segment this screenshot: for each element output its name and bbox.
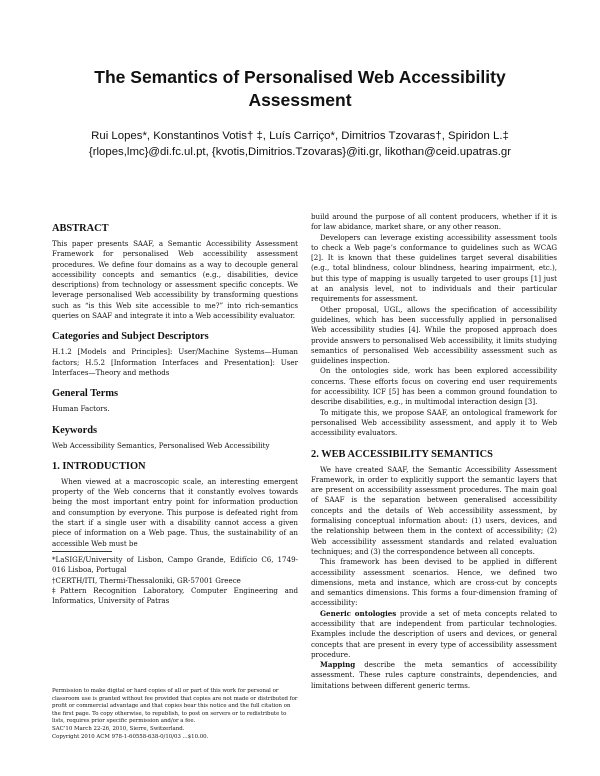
- introduction-heading: 1. INTRODUCTION: [52, 460, 146, 472]
- permission-text: Permission to make digital or hard copies of all or part of this work for personal or classroom use is granted without fee provided that copies are not made or distributed for profit or commercial advantage and that copies bear this notice and the full citation on the first page. To copy otherwise, to republish, to post on servers or to redistribute to lists, requires prior specific permission and/or a fee.: [52, 688, 298, 725]
- semantics-paragraph-1: We have created SAAF, the Semantic Accessibility Assessment Framework, in order to explicitly support the semantic layers that are present on accessibility assessment procedures. The main goal of SAAF is the separation between generalised accessibility concepts and the details of Web accessibility assessment, by formalising conceptual information about: (1) users, devices, and the relationship between them in the context of accessibility; (2) Web accessibility assessment standards and related evaluation techniques; and (3) the correspondence between all concepts.: [311, 464, 557, 556]
- categories-heading: Categories and Subject Descriptors: [52, 331, 209, 343]
- author-names: Rui Lopes*, Konstantinos Votis† ‡, Luís Carriço*, Dimitrios Tzovaras†, Spiridon L.‡: [91, 130, 509, 142]
- introduction-paragraph-4: On the ontologies side, work has been explored accessibility concerns. These efforts focus on covering end user requirements for accessibility. ICF [5] has been a common ground foundation to describe disabilities, e.g., in multimodal interaction design [3].: [311, 366, 557, 407]
- introduction-paragraph-3: Other proposal, UGL, allows the specification of accessibility guidelines, which has been successfully applied in personalised Web accessibility studies [4]. While the proposed approach does provide answers to personalised Web accessibility, it limits studying semantics of personalised Web accessibility assessment such as guidelines inspection.: [311, 304, 557, 366]
- keywords-heading: Keywords: [52, 424, 98, 436]
- right-column: [311, 212, 557, 691]
- paper-title: [40, 66, 560, 112]
- title-line-1: The Semantics of Personalised Web Accessibility: [94, 67, 506, 87]
- footnote-1: *LaSIGE/University of Lisbon, Campo Grande, Edifício C6, 1749-016 Lisboa, Portugal: [52, 554, 298, 575]
- introduction-paragraph-2: Developers can leverage existing accessibility assessment tools to check a Web page’s conformance to guidelines such as WCAG [2]. It is known that these guidelines target several disabilities (e.g., total blindness, colour blindness, hearing impairment, etc.), but this type of mapping is usually targeted to user groups [1] just at an analysis level, not to individuals and their particular requirements for assessment.: [311, 232, 557, 304]
- generic-ontologies-term: Generic ontologies: [320, 608, 397, 618]
- keywords-text: Web Accessibility Semantics, Personalised Web Accessibility: [52, 440, 270, 450]
- venue-text: SAC’10 March 22-26, 2010, Sierre, Switzerland.: [52, 725, 185, 732]
- general-terms-heading: General Terms: [52, 388, 119, 400]
- abstract-text: This paper presents SAAF, a Semantic Accessibility Assessment Framework for personalised Web accessibility assessment procedures. We define four domains as a way to decouple general accessibility concepts and semantics (e.g., disabilities, device descriptions) from technology or assessment specific concepts. We leverage personalised Web accessibility by transforming questions such as “is this Web site accessible to me?” into rich-semantics queries on SAAF and integrate it into a Web accessibility evaluator.: [52, 239, 298, 321]
- generic-ontologies-text: provide a set of meta concepts related to accessibility that are independent from particular technologies. Examples include the description of users and devices, or general concepts that are present in every type of accessibility assessment procedure.: [311, 608, 557, 659]
- semantics-paragraph-2: This framework has been devised to be applied in different accessibility assessment scenarios. Hence, we defined two dimensions, meta and instance, which are cross-cut by concepts and semantics dimensions. This forms a four-dimension framing of accessibility:: [311, 557, 557, 608]
- footnote-rule: [52, 551, 112, 552]
- author-emails: {rlopes,lmc}@di.fc.ul.pt, {kvotis,Dimitrios.Tzovaras}@iti.gr, likothan@ceid.upatras.gr: [88, 146, 512, 158]
- mapping-term: Mapping: [320, 660, 356, 670]
- categories-text: H.1.2 [Models and Principles]: User/Machine Systems—Human factors; H.5.2 [Information Interfaces and Presentation]: User Interfaces—Theory and methods: [52, 347, 298, 377]
- semantics-heading: 2. WEB ACCESSIBILITY SEMANTICS: [311, 448, 493, 460]
- general-terms-text: Human Factors.: [52, 404, 110, 414]
- introduction-paragraph-5: To mitigate this, we propose SAAF, an ontological framework for personalised Web accessibility assessment, and apply it to Web accessibility evaluators.: [311, 407, 557, 438]
- footnote-2: †CERTH/ITI, Thermi-Thessaloniki, GR-57001 Greece: [52, 575, 241, 585]
- abstract-heading: ABSTRACT: [52, 223, 109, 234]
- footnote-3: ‡Pattern Recognition Laboratory, Computer Engineering and Informatics, University of Patras: [52, 585, 298, 606]
- title-line-2: Assessment: [248, 90, 352, 110]
- introduction-paragraph-1-continued: build around the purpose of all content producers, whether if it is for law abidance, market share, or any other reason.: [311, 212, 557, 232]
- left-column: [52, 222, 298, 606]
- semantics-paragraph-3: [311, 609, 557, 660]
- copyright-text: Copyright 2010 ACM 978-1-60558-638-0/10/03 ...$10.00.: [52, 733, 209, 740]
- author-block: [20, 128, 580, 160]
- introduction-paragraph-1: When viewed at a macroscopic scale, an interesting emergent property of the Web concerns that it constantly evolves towards being the most important entry point for information production and consumption by everyone. This purpose is defeated right from the start if a single user with a disability cannot access a given piece of information on a Web page. Thus, the sustainability of an accessible Web must be: [52, 476, 298, 548]
- semantics-paragraph-4: [311, 660, 557, 691]
- mapping-text: describe the meta semantics of accessibility assessment. These rules capture constraints, dependencies, and limitations between different generic terms.: [311, 660, 557, 690]
- permission-block: [52, 688, 298, 741]
